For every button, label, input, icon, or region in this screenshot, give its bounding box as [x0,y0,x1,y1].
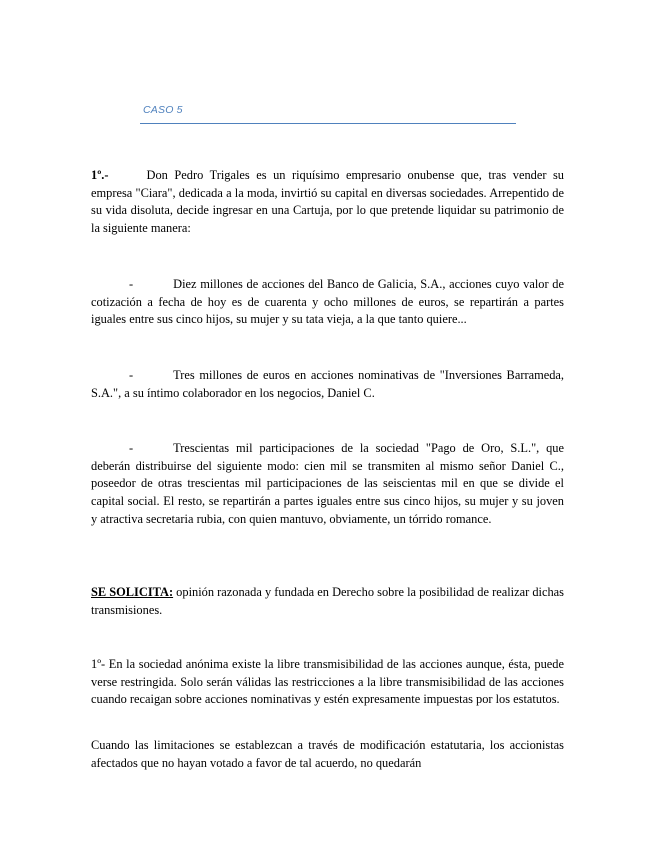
statement-number: 1º.- [91,168,109,182]
list-item [91,440,564,529]
list-bullet: - [129,368,134,382]
request-paragraph [91,584,564,619]
list-item-text: Tres millones de euros en acciones nominativas de "Inversiones Barrameda, S.A.", a su íntimo colaborador en los negocios, Daniel C. [91,368,564,400]
request-text: opinión razonada y fundada en Derecho sobre la posibilidad de realizar dichas transmisiones. [91,585,565,617]
answer-paragraph-2 [91,737,564,772]
answer-paragraph-1 [91,656,564,709]
list-item-text: Trescientas mil participaciones de la sociedad "Pago de Oro, S.L.", que deberán distribuirse del siguiente modo: cien mil se transmiten al mismo señor Daniel C., poseedor de otras trescientas mil participaciones de las seiscientas mil en que se divide el capital social. El resto, se repartirán a partes iguales entre sus cinco hijos, su mujer y su joven y atractiva secretaria rubia, con quien mantuvo, obviamente, un tórrido romance. [91,441,564,526]
list-item [91,276,564,329]
list-item [91,367,564,402]
case-title: CASO 5 [143,104,183,116]
list-item-text: Diez millones de acciones del Banco de Galicia, S.A., acciones cuyo valor de cotización a fecha de hoy es de cuarenta y ocho millones de euros, se repartirán a partes iguales entre sus cinco hijos, su mujer y su tata vieja, a la que tanto quiere... [91,277,564,327]
request-label: SE SOLICITA: [91,585,174,599]
header-divider [140,123,516,124]
list-bullet: - [129,441,134,455]
statement-paragraph [91,167,564,238]
answer-text-1: 1º- En la sociedad anónima existe la libre transmisibilidad de las acciones aunque, ésta, puede verse restringida. Solo serán válidas las restricciones a la libre transmisibilidad de las acciones cuando recaigan sobre acciones nominativas y estén expresamente impuestas por los estatutos. [91,657,564,707]
answer-text-2: Cuando las limitaciones se establezcan a través de modificación estatutaria, los accionistas afectados que no hayan votado a favor de tal acuerdo, no quedarán [91,738,564,770]
statement-text: Don Pedro Trigales es un riquísimo empresario onubense que, tras vender su empresa "Ciara", dedicada a la moda, invirtió su capital en diversas sociedades. Arrepentido de su vida disoluta, decide ingresar en una Cartuja, por lo que pretende liquidar su patrimonio de la siguiente manera: [91,168,564,236]
list-bullet: - [129,277,134,291]
